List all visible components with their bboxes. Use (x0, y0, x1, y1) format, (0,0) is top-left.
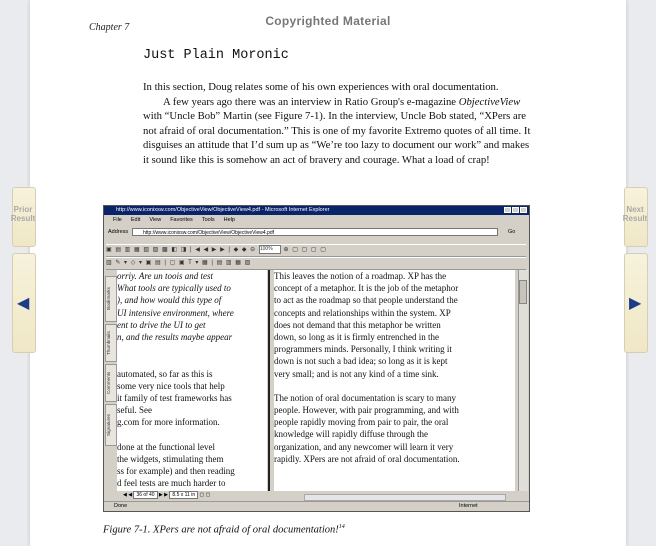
left-column-line: ent to drive the UI to get (117, 319, 206, 330)
left-column-line: What tools are typically used to (117, 283, 231, 294)
tab-bookmarks: Bookmarks (105, 276, 117, 322)
right-column-line: does not demand that this metaphor be written (274, 319, 441, 330)
copyright-watermark: Copyrighted Material (265, 14, 391, 28)
paragraph-2 (143, 95, 535, 168)
right-column-line: concepts and relationships within the system. XP (274, 307, 451, 318)
pdf-left-column (117, 270, 267, 492)
right-column-line: knowledge will rapidly diffuse through the (274, 429, 429, 440)
status-text: Done (114, 503, 128, 509)
right-paragraph-1 (274, 270, 515, 380)
tab-comments: Comments (105, 364, 117, 402)
left-column-line: ss for example) and then reading (117, 466, 235, 477)
ie-title-bar (104, 206, 529, 215)
left-column-line (117, 355, 267, 367)
menu-favorites: Favorites (170, 217, 193, 223)
left-column-line: n, and the results maybe appear (117, 332, 233, 343)
menu-view: View (149, 217, 162, 223)
right-column-line: very small; and is not any kind of a time sink. (274, 368, 439, 379)
right-column-line: The notion of oral documentation is scary to many (274, 392, 456, 403)
left-column-line: it family of test frameworks has (117, 393, 232, 404)
caption-text: Figure 7-1. XPers are not afraid of oral documentation! (103, 524, 339, 536)
section-title: Just Plain Moronic (143, 48, 289, 63)
ie-address-bar (104, 227, 529, 238)
right-column-line: rapidly. XPers are not afraid of oral documentation. (274, 453, 460, 464)
prev-arrow-icon: ◀ (17, 295, 30, 312)
figure-screenshot (103, 205, 530, 512)
pdf-side-panel (104, 270, 117, 492)
left-column-line: seful. See (117, 405, 152, 416)
left-column-line: d feel tests are much harder to (117, 478, 226, 489)
left-column-line: automated, so far as this is (117, 368, 213, 379)
go-button: Go (508, 229, 516, 235)
left-column-line: ), and how would this type of (117, 295, 222, 306)
right-column-line: down is not such a bad idea; so long as it is kept (274, 356, 448, 367)
menu-tools: Tools (201, 217, 215, 223)
next-result-label: Next Result (622, 205, 648, 223)
status-zone: Internet (459, 503, 478, 509)
left-column-line: some very nice tools that help (117, 380, 225, 391)
chapter-label: Chapter 7 (89, 22, 130, 33)
page-size: 8.5 x 11 in (169, 491, 198, 499)
ie-title-text: http://www.iconixsw.com/ObjectiveView/ObjectiveView4.pdf - Microsoft Internet Explorer (116, 207, 330, 213)
ie-status-bar (104, 501, 529, 510)
address-field: http://www.iconixsw.com/ObjectiveView/ObjectiveView4.pdf (132, 228, 498, 236)
left-column-line: UI intensive environment, where (117, 307, 234, 318)
page-indicator: 36 of 40 (133, 491, 157, 499)
pdf-page-bar: ◀ ◀ 36 of 40 ▶ ▶ 8.5 x 11 in ▢ ▢ (117, 491, 527, 500)
next-arrow-icon: ▶ (629, 295, 642, 312)
right-column-line: people rapidly moving from pair to pair, the oral (274, 417, 449, 428)
tab-signatures: Signatures (105, 404, 117, 446)
menu-edit: Edit (130, 217, 141, 223)
tab-thumbnails: Thumbnails (105, 324, 117, 362)
right-column-line: people. However, with pair programming, and with (274, 405, 459, 416)
right-column-line: organization, and any newcomer will learn it very (274, 441, 454, 452)
magazine-title: ObjectiveView (458, 95, 521, 108)
paragraph-2-start: A few years ago there was an interview in Ratio Group's e-magazine (163, 95, 457, 108)
menu-help: Help (223, 217, 235, 223)
left-column-line (117, 343, 267, 355)
paragraph-2-rest: with “Uncle Bob” Martin (see Figure 7-1). In the interview, Uncle Bob stated, “XPers are not afraid of oral documentation.” This is one of my favorite Extremo quotes of all time. It disguises an attitude that I’d sum up as “We’re too lazy to document our work” and makes it sound like this is somehow an act of bravery and courage. What a load of crap! (143, 110, 531, 166)
address-label: Address (108, 229, 129, 235)
prior-result-label: Prior Result (10, 205, 36, 223)
pdf-right-column (274, 270, 515, 492)
left-column-line: done at the functional level (117, 441, 215, 452)
right-paragraph-2 (274, 392, 515, 465)
menu-file: File (113, 217, 122, 223)
pdf-toolbar-2: ▥ ✎ ▾ ◇ ▾ ▣ ▤ | ▢ ▣ T ▾ ▦ | ▤ ▥ ▦ ▧ (106, 257, 526, 270)
pdf-toolbar-1: ▣ ▤ ▥ ▦ ▧ ▨ ▩ ◧ ◨ | ◀ ◀ ▶ ▶ | ◆ ◆ ⊖ 100% ⊕ ▢ ▢ ▢ ▢ (106, 244, 526, 257)
pdf-horizontal-scrollbar (304, 494, 506, 501)
left-column-line (117, 429, 267, 441)
right-column-line: to act as the roadmap so that people understand the (274, 295, 458, 306)
left-column-line: orriy. Are un toois and test (117, 271, 214, 281)
paragraph-1: In this section, Doug relates some of his own experiences with oral documentation. (143, 81, 499, 93)
pdf-vertical-scrollbar (518, 270, 528, 492)
body-text (143, 80, 535, 168)
right-column-line: concept of a metaphor. It is the job of the metaphor (274, 283, 459, 294)
footnote-marker: 14 (338, 524, 345, 530)
left-column-line: the widgets, stimulating them (117, 454, 224, 465)
left-column-line: g.com for more information. (117, 417, 220, 428)
right-column-line: down, so long as it is firmly entrenched in the (274, 332, 439, 343)
figure-caption (103, 524, 345, 536)
right-column-line: programmers minds. Personally, I think writing it (274, 344, 452, 355)
ie-menu-bar (104, 216, 529, 225)
right-column-line: This leaves the notion of a roadmap. XP has the (274, 271, 447, 281)
zoom-field: 100% (259, 245, 281, 254)
column-divider (268, 270, 270, 492)
